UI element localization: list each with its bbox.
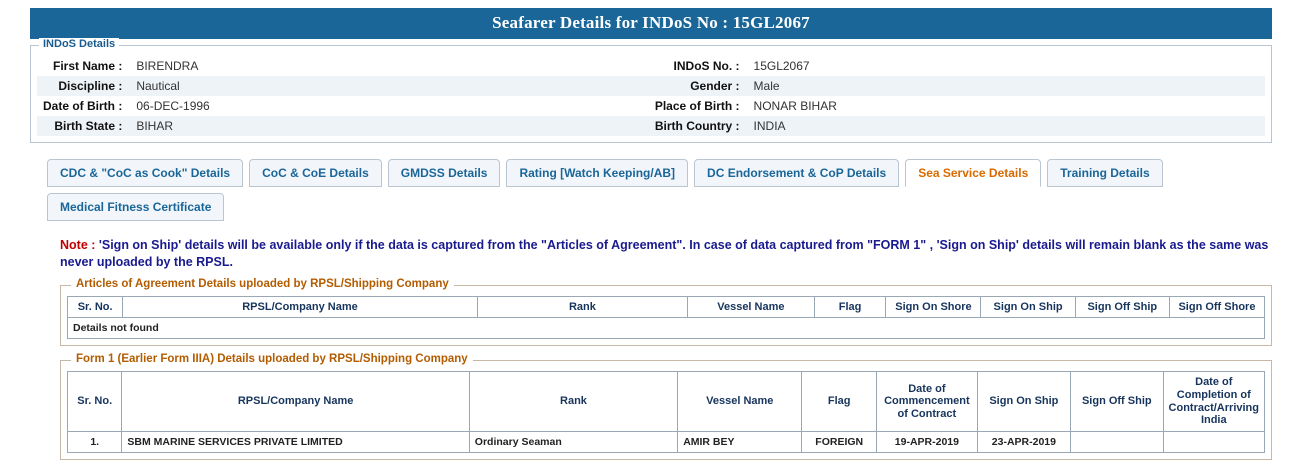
tab-bar <box>47 159 1272 221</box>
birth-state-label: Birth State : <box>37 116 128 136</box>
header-sr-no: Sr. No. <box>68 372 122 432</box>
header-company-name: RPSL/Company Name <box>123 296 478 318</box>
header-sign-on-ship: Sign On Ship <box>977 372 1070 432</box>
place-of-birth-label: Place of Birth : <box>654 99 740 113</box>
header-sign-on-ship: Sign On Ship <box>981 296 1075 318</box>
header-sign-off-ship: Sign Off Ship <box>1071 372 1164 432</box>
cell-sr-no: 1. <box>68 431 122 452</box>
birth-state-value: BIHAR <box>128 116 649 136</box>
page-root <box>0 8 1302 468</box>
header-sign-off-ship: Sign Off Ship <box>1075 296 1169 318</box>
first-name-label: First Name : <box>52 59 123 73</box>
cell-vessel-name: AMIR BEY <box>678 431 802 452</box>
header-sr-no: Sr. No. <box>68 296 123 318</box>
articles-of-agreement-legend: Articles of Agreement Details uploaded by RPSL/Shipping Company <box>71 278 454 290</box>
header-rank: Rank <box>477 296 687 318</box>
indos-details-table <box>37 56 1265 136</box>
sea-service-note <box>60 237 1272 271</box>
tab-cdc-coc-as-cook[interactable]: CDC & "CoC as Cook" Details <box>47 159 243 187</box>
place-of-birth-value: NONAR BIHAR <box>753 99 837 113</box>
tab-gmdss[interactable]: GMDSS Details <box>388 159 501 187</box>
first-name-value: BIRENDRA <box>136 59 199 73</box>
indos-details-panel <box>30 38 1272 143</box>
articles-of-agreement-table <box>67 296 1265 340</box>
tab-medical-fitness-certificate[interactable]: Medical Fitness Certificate <box>47 193 224 221</box>
header-rank: Rank <box>469 372 677 432</box>
gender-value: Male <box>746 76 1265 96</box>
tab-row-secondary <box>47 193 1272 221</box>
tab-sea-service[interactable]: Sea Service Details <box>905 159 1041 187</box>
birth-country-value: INDIA <box>746 116 1265 136</box>
discipline-label: Discipline : <box>37 76 128 96</box>
header-flag: Flag <box>814 296 886 318</box>
table-row <box>37 56 1265 76</box>
cell-sign-on-ship: 23-APR-2019 <box>977 431 1070 452</box>
table-header-row <box>68 372 1265 432</box>
header-sign-off-shore: Sign Off Shore <box>1169 296 1264 318</box>
cell-date-of-completion <box>1163 431 1264 452</box>
form1-legend: Form 1 (Earlier Form IIIA) Details uploaded by RPSL/Shipping Company <box>71 353 473 365</box>
note-label: Note : <box>60 238 96 252</box>
table-header-row <box>68 296 1265 318</box>
table-row <box>37 116 1265 136</box>
cell-flag: FOREIGN <box>802 431 877 452</box>
indos-no-value: 15GL2067 <box>753 59 810 73</box>
header-vessel-name: Vessel Name <box>688 296 815 318</box>
table-row <box>68 431 1265 452</box>
table-row <box>37 76 1265 96</box>
form1-section <box>60 353 1272 460</box>
tab-dc-endorsement-cop[interactable]: DC Endorsement & CoP Details <box>694 159 899 187</box>
tab-rating-watch-keeping[interactable]: Rating [Watch Keeping/AB] <box>506 159 688 187</box>
indos-no-label: INDoS No. : <box>673 59 740 73</box>
cell-company-name: SBM MARINE SERVICES PRIVATE LIMITED <box>122 431 469 452</box>
details-not-found-message: Details not found <box>68 318 1265 339</box>
tab-training[interactable]: Training Details <box>1047 159 1162 187</box>
header-flag: Flag <box>802 372 877 432</box>
header-sign-on-shore: Sign On Shore <box>886 296 981 318</box>
cell-date-of-commencement: 19-APR-2019 <box>877 431 978 452</box>
discipline-value: Nautical <box>128 76 649 96</box>
page-title: Seafarer Details for INDoS No : 15GL2067 <box>30 8 1272 39</box>
header-company-name: RPSL/Company Name <box>122 372 469 432</box>
table-row <box>37 96 1265 116</box>
header-vessel-name: Vessel Name <box>678 372 802 432</box>
cell-rank: Ordinary Seaman <box>469 431 677 452</box>
table-row-empty <box>68 318 1265 339</box>
tab-row-primary <box>47 159 1272 187</box>
cell-sign-off-ship <box>1071 431 1164 452</box>
note-text: 'Sign on Ship' details will be available only if the data is captured from the "Articles of Agreement". In case of data captured from "FORM 1" , 'Sign on Ship' details will remain blank as the same was never uploaded by the RPSL. <box>60 238 1269 269</box>
gender-label: Gender : <box>649 76 746 96</box>
form1-table <box>67 371 1265 453</box>
header-date-of-commencement: Date of Commencement of Contract <box>877 372 978 432</box>
birth-country-label: Birth Country : <box>649 116 746 136</box>
indos-details-legend: INDoS Details <box>39 38 119 50</box>
dob-value: 06-DEC-1996 <box>136 99 210 113</box>
articles-of-agreement-section <box>60 277 1272 347</box>
header-date-of-completion: Date of Completion of Contract/Arriving India <box>1163 372 1264 432</box>
tab-coc-coe[interactable]: CoC & CoE Details <box>249 159 382 187</box>
dob-label: Date of Birth : <box>43 99 123 113</box>
